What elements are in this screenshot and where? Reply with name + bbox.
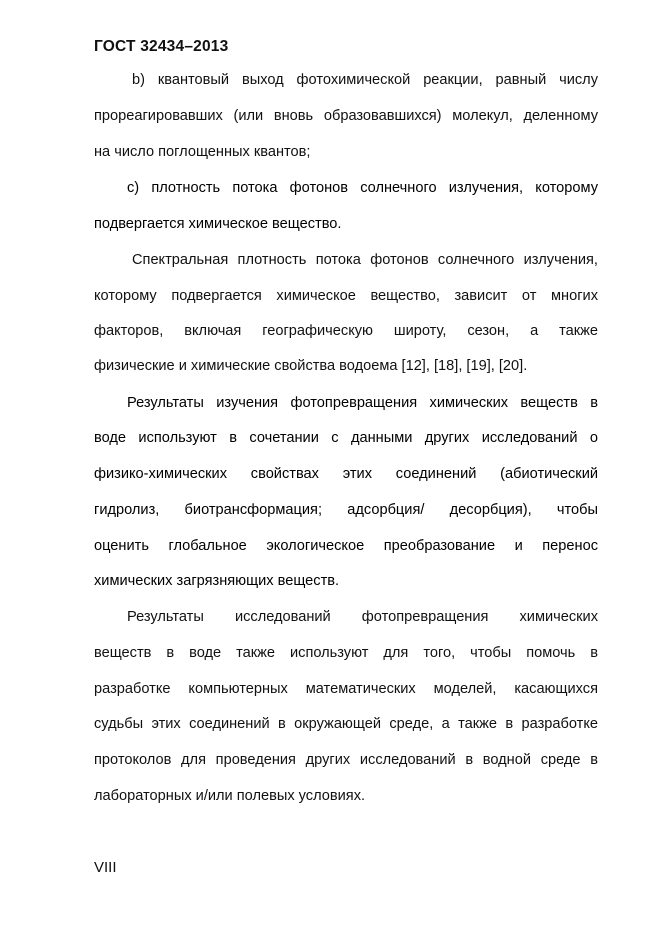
page-number: VIII (94, 859, 117, 876)
text-line: судьбы этих соединений в окружающей среде, а также в разработке (94, 716, 598, 732)
text-line: гидролиз, биотрансформация; адсорбция/ десорбция), чтобы (94, 502, 598, 518)
text-line: физические и химические свойства водоема [12], [18], [19], [20]. (94, 358, 528, 374)
text-line: на число поглощенных квантов; (94, 144, 311, 160)
text-line: лабораторных и/или полевых условиях. (94, 788, 366, 804)
text-line: разработке компьютерных математических моделей, касающихся (94, 681, 598, 697)
text-line: воде используют в сочетании с данными других исследований о (94, 430, 598, 446)
text-line: химических загрязняющих веществ. (94, 573, 340, 589)
text-line: оценить глобальное экологическое преобразование и перенос (94, 538, 598, 554)
text-line: c) плотность потока фотонов солнечного излучения, которому (127, 180, 598, 196)
text-line: протоколов для проведения других исследований в водной среде в (94, 752, 598, 768)
text-line: подвергается химическое вещество. (94, 216, 342, 232)
text-line: которому подвергается химическое вещество, зависит от многих (94, 288, 598, 304)
text-line: физико-химических свойствах этих соединений (абиотический (94, 466, 598, 482)
text-line: Спектральная плотность потока фотонов солнечного излучения, (132, 252, 598, 268)
text-line: прореагировавших (или вновь образовавшихся) молекул, деленному (94, 108, 598, 124)
text-line: веществ в воде также используют для того, чтобы помочь в (94, 645, 598, 661)
standard-designation: ГОСТ 32434–2013 (94, 38, 229, 55)
text-line: b) квантовый выход фотохимической реакции, равный числу (132, 72, 598, 88)
text-line: факторов, включая географическую широту, сезон, а также (94, 323, 598, 339)
text-line: Результаты изучения фотопревращения химических веществ в (127, 395, 598, 411)
text-line: Результаты исследований фотопревращения химических (127, 609, 598, 625)
